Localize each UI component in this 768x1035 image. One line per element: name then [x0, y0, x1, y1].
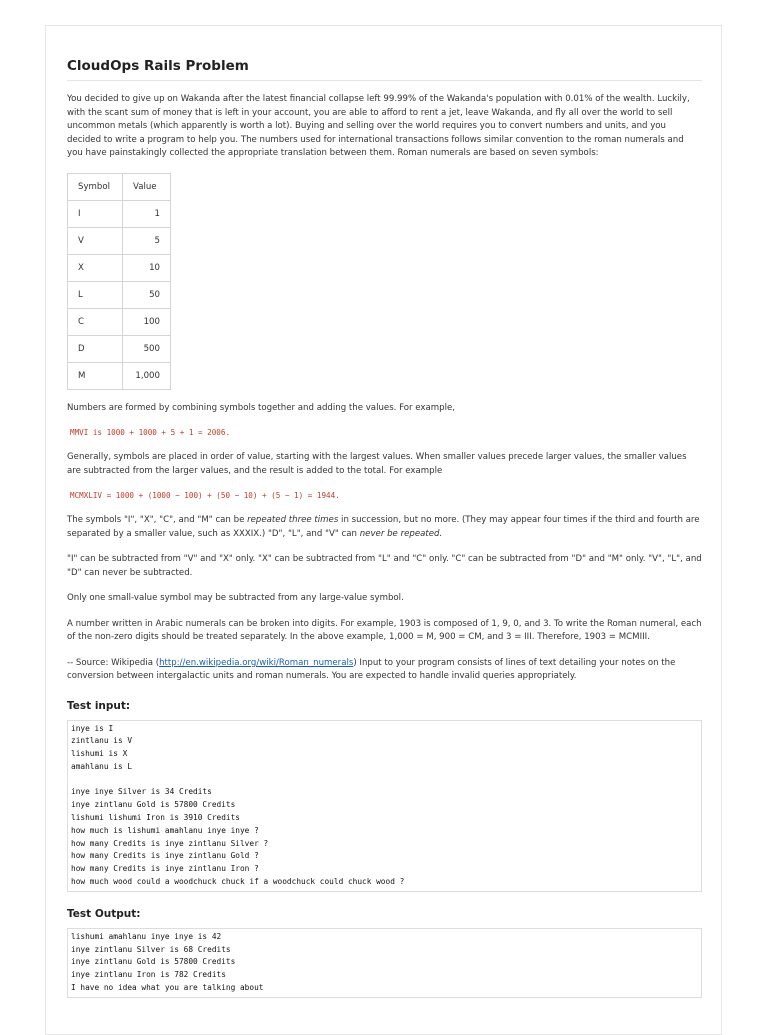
repeat-emphasis-2: never be repeated.	[359, 528, 443, 539]
value-cell: 10	[123, 254, 171, 281]
intro-paragraph: You decided to give up on Wakanda after the latest financial collapse left 99.99% of the Wakanda's population with 0.01% of the wealth. Luckily, with the scant sum of money that is left in your account, you are able to afford to rent a jet, leave Wakanda, and fly all over the world to sell uncommon metals (which apparently is worth a lot). Buying and selling over the world requires you to convert numbers and units, and you decided to write a program to help you. The numbers used for international transactions follows similar convention to the roman numerals and you have painstakingly collected the appropriate translation between them. Roman numerals are based on seven symbols:	[67, 94, 690, 158]
value-cell: 50	[123, 281, 171, 308]
symbol-cell: L	[68, 281, 123, 308]
repeat-paragraph	[67, 514, 702, 541]
table-header-row	[68, 173, 171, 200]
symbol-cell: I	[68, 200, 123, 227]
single-subtract-paragraph: Only one small-value symbol may be subtracted from any large-value symbol.	[67, 593, 404, 603]
repeat-text-b: in succession, but no more. (They may appear four times if the third and fourth are separated by a smaller value, such as XXXIX.) "D", "L", and "V" can	[67, 515, 700, 539]
value-cell: 500	[123, 335, 171, 362]
test-output-code-block: lishumi amahlanu inye inye is 42 inye zintlanu Silver is 68 Credits inye zintlanu Gold is 57800 Credits inye zintlanu Iron is 782 Credits I have no idea what you are talking about	[67, 928, 702, 998]
source-paragraph	[67, 657, 702, 684]
document-content	[67, 58, 702, 998]
page-title: CloudOps Rails Problem	[67, 58, 702, 81]
table-row	[68, 200, 171, 227]
subtract-paragraph: "I" can be subtracted from "V" and "X" only. "X" can be subtracted from "L" and "C" only. "C" can be subtracted from "D" and "M" only. "V", "L", and "D" can never be subtracted.	[67, 554, 702, 578]
symbol-cell: M	[68, 362, 123, 389]
table-row	[68, 254, 171, 281]
symbol-cell: X	[68, 254, 123, 281]
order-paragraph: Generally, symbols are placed in order of value, starting with the largest values. When smaller values precede larger values, the smaller values are subtracted from the larger values, and the result is added to the total. For example	[67, 452, 687, 476]
test-output-heading: Test Output:	[67, 907, 141, 920]
column-header-symbol: Symbol	[68, 173, 123, 200]
symbol-cell: V	[68, 227, 123, 254]
document-page	[45, 25, 722, 1035]
test-input-heading: Test input:	[67, 699, 131, 712]
wikipedia-link[interactable]: http://en.wikipedia.org/wiki/Roman_numerals	[159, 657, 354, 668]
table-row	[68, 281, 171, 308]
example-code-1944: MCMXLIV = 1000 + (1000 − 100) + (50 − 10) + (5 − 1) = 1944.	[70, 491, 340, 500]
source-prefix: -- Source: Wikipedia (	[67, 657, 160, 668]
roman-numeral-table	[67, 173, 171, 390]
repeat-text-a: The symbols "I", "X", "C", and "M" can be	[67, 515, 248, 525]
example-code-2006: MMVI is 1000 + 1000 + 5 + 1 = 2006.	[70, 428, 231, 437]
arabic-paragraph: A number written in Arabic numerals can be broken into digits. For example, 1903 is composed of 1, 9, 0, and 3. To write the Roman numeral, each of the non-zero digits should be treated separately. In the above example, 1,000 = M, 900 = CM, and 3 = III. Therefore, 1903 = MCMIII.	[67, 618, 702, 642]
table-row	[68, 308, 171, 335]
symbol-cell: C	[68, 308, 123, 335]
table-row	[68, 362, 171, 389]
table-row	[68, 335, 171, 362]
symbol-cell: D	[68, 335, 123, 362]
value-cell: 1	[123, 200, 171, 227]
table-row	[68, 227, 171, 254]
value-cell: 1,000	[123, 362, 171, 389]
value-cell: 5	[123, 227, 171, 254]
repeat-emphasis-1: repeated three times	[247, 515, 339, 525]
combine-paragraph: Numbers are formed by combining symbols together and adding the values. For example,	[67, 402, 456, 413]
source-suffix: ) Input to your program consists of lines of text detailing your notes on the conversion between intergalactic units and roman numerals. You are expected to handle invalid queries appropriately.	[67, 657, 676, 681]
column-header-value: Value	[123, 173, 171, 200]
value-cell: 100	[123, 308, 171, 335]
test-input-code-block: inye is I zintlanu is V lishumi is X amahlanu is L inye inye Silver is 34 Credits inye zintlanu Gold is 57800 Credits lishumi lishumi Iron is 3910 Credits how much is lishumi amahlanu inye inye ? how many Credits is inye zintlanu Silver ? how many Credits is inye zintlanu Gold ? how many Credits is inye zintlanu Iron ? how much wood could a woodchuck chuck if a woodchuck could chuck wood ?	[67, 720, 702, 892]
